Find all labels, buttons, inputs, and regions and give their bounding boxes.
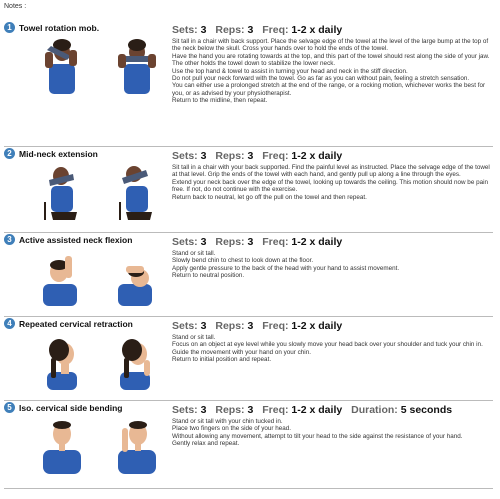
sets-label: Sets: <box>172 404 198 416</box>
reps-label: Reps: <box>215 150 245 162</box>
exercise-title: Towel rotation mob. <box>19 22 100 33</box>
sets-label: Sets: <box>172 24 198 36</box>
instruction-line: Extend your neck back over the edge of the towel, looking up towards the ceiling. This motion should now be pain free. If not, do not continue with the exercise. <box>172 178 488 194</box>
exercise-2 <box>4 148 493 233</box>
exercise-instructions <box>172 334 492 364</box>
sets-value: 3 <box>200 236 207 248</box>
neck-flexion-image-1 <box>37 248 87 306</box>
exercise-stats <box>172 404 452 416</box>
exercise-number-badge: 2 <box>4 148 15 159</box>
sets-label: Sets: <box>172 236 198 248</box>
towel-rotation-image-2 <box>112 36 162 94</box>
freq-label: Freq: <box>262 404 289 416</box>
instruction-line: Use the top hand & towel to assist in turning your head and neck in the stiff direction. <box>172 67 408 75</box>
reps-value: 3 <box>247 150 254 162</box>
instruction-line: Stand or sit tall with your chin tucked in. <box>172 418 283 425</box>
exercise-number-badge: 4 <box>4 318 15 329</box>
freq-label: Freq: <box>262 236 289 248</box>
exercise-instructions <box>172 38 492 105</box>
instruction-line: You can either use a prolonged stretch at the end of the range, or a rocking motion, whichever works the best for you, or as advised by your physiotherapist. <box>172 82 486 97</box>
exercise-number-badge: 5 <box>4 402 15 413</box>
exercise-number-badge: 1 <box>4 22 15 33</box>
exercise-stats <box>172 320 342 332</box>
exercise-images <box>24 162 174 220</box>
instruction-line: Return to initial position and repeat. <box>172 356 272 364</box>
instruction-line: Gently relax and repeat. <box>172 440 240 448</box>
sets-label: Sets: <box>172 320 198 332</box>
neck-flexion-image-2 <box>112 248 162 306</box>
exercise-images <box>24 416 174 474</box>
exercise-title: Mid-neck extension <box>19 148 98 159</box>
exercise-4 <box>4 318 493 401</box>
exercise-1 <box>4 22 493 147</box>
exercise-5-header <box>4 402 122 413</box>
instruction-line: Without allowing any movement, attempt to tilt your head to the side against the resistance of your hand. <box>172 432 463 440</box>
exercise-images <box>24 248 174 306</box>
exercise-images <box>24 332 174 390</box>
cervical-retraction-image-1 <box>37 332 87 390</box>
instruction-line: Return to neutral position. <box>172 272 245 280</box>
freq-label: Freq: <box>262 24 289 36</box>
sets-value: 3 <box>200 150 207 162</box>
freq-label: Freq: <box>262 150 289 162</box>
sets-value: 3 <box>200 404 207 416</box>
side-bending-image-2 <box>112 416 162 474</box>
side-bending-image-1 <box>37 416 87 474</box>
instruction-line: Focus on an object at eye level while you slowly move your head back over your shoulder and tuck your chin in. Guide the movement with your hand on your chin. <box>172 341 483 356</box>
freq-value: 1-2 x daily <box>291 236 343 248</box>
cervical-retraction-image-2 <box>112 332 162 390</box>
exercise-stats <box>172 24 342 36</box>
instruction-line: Sit tall in a chair with back support. Place the selvage edge of the towel at the level of the large bump at the top of the neck below the skull. Cross your hands over to hold the ends of the towel. <box>172 38 489 53</box>
reps-value: 3 <box>247 404 254 416</box>
freq-value: 1-2 x daily <box>291 404 343 416</box>
sets-value: 3 <box>200 24 207 36</box>
sets-label: Sets: <box>172 150 198 162</box>
exercise-images <box>24 36 174 94</box>
freq-value: 1-2 x daily <box>291 24 343 36</box>
instruction-line: Have the hand you are rotating towards at the top, and this part of the towel should rest along the side of your jaw. The other holds the towel down to stabilize the lower neck. <box>172 52 490 68</box>
reps-value: 3 <box>247 24 254 36</box>
reps-label: Reps: <box>215 404 245 416</box>
exercise-1-header <box>4 22 99 33</box>
exercise-stats <box>172 236 342 248</box>
instruction-line: Return to the midline, then repeat. <box>172 97 268 105</box>
freq-value: 1-2 x daily <box>291 150 343 162</box>
instruction-line: Stand or sit tall. <box>172 334 216 341</box>
instruction-line: Apply gentle pressure to the back of the head with your hand to assist movement. <box>172 264 400 272</box>
exercise-instructions <box>172 250 492 280</box>
reps-label: Reps: <box>215 320 245 332</box>
exercise-3 <box>4 234 493 317</box>
instruction-line: Stand or sit tall. <box>172 250 216 257</box>
instruction-line: Sit tall in a chair with your back supported. Find the painful level as instructed. Place the selvage edge of the towel at that level. Grip the ends of the towel with each hand, and gently pull up along a line through the eyes. <box>172 164 490 179</box>
exercise-stats <box>172 150 342 162</box>
exercise-title: Iso. cervical side bending <box>19 402 123 413</box>
reps-value: 3 <box>247 320 254 332</box>
reps-value: 3 <box>247 236 254 248</box>
exercise-4-header <box>4 318 133 329</box>
exercise-title: Active assisted neck flexion <box>19 234 133 245</box>
towel-rotation-image-1 <box>37 36 87 94</box>
reps-label: Reps: <box>215 236 245 248</box>
duration-value: 5 seconds <box>400 404 453 416</box>
neck-extension-image-1 <box>37 162 87 220</box>
freq-value: 1-2 x daily <box>291 320 343 332</box>
exercise-5 <box>4 402 493 489</box>
notes-label: Notes : <box>4 3 27 10</box>
exercise-2-header <box>4 148 98 159</box>
exercise-title: Repeated cervical retraction <box>19 318 133 329</box>
exercise-instructions <box>172 164 492 201</box>
instruction-line: Do not pull your neck forward with the towel. Go as far as you can without pain, feeling a stretch sensation. <box>172 75 470 83</box>
sets-value: 3 <box>200 320 207 332</box>
instruction-line: Place two fingers on the side of your head. <box>172 425 292 433</box>
neck-extension-image-2 <box>112 162 162 220</box>
reps-label: Reps: <box>215 24 245 36</box>
duration-label: Duration: <box>351 404 398 416</box>
exercise-instructions <box>172 418 492 448</box>
instruction-line: Return back to neutral, let go off the pull on the towel and then repeat. <box>172 193 367 201</box>
freq-label: Freq: <box>262 320 289 332</box>
exercise-3-header <box>4 234 132 245</box>
instruction-line: Slowly bend chin to chest to look down at the floor. <box>172 257 314 265</box>
exercise-number-badge: 3 <box>4 234 15 245</box>
